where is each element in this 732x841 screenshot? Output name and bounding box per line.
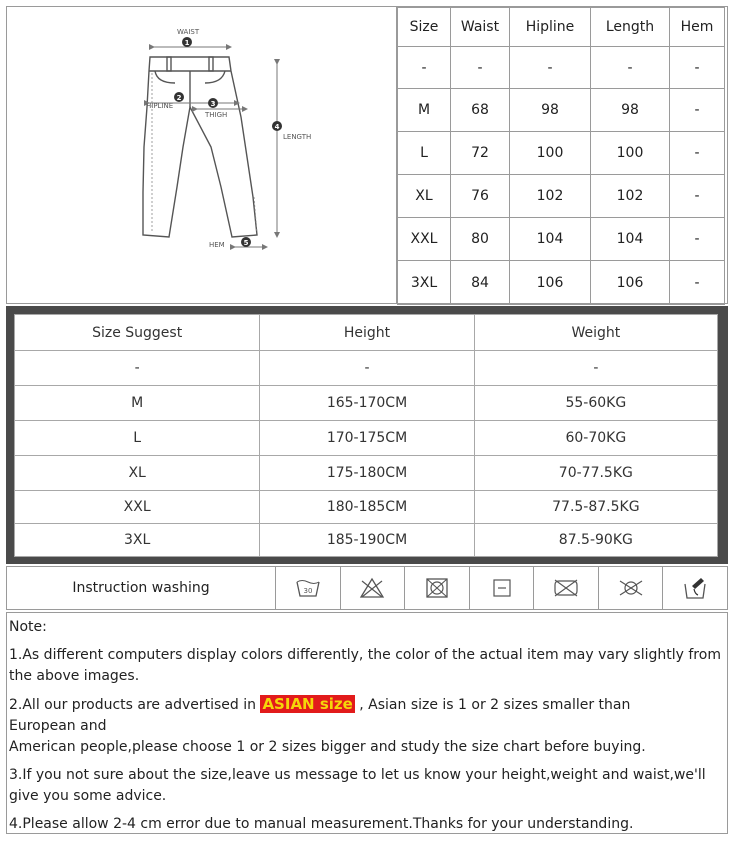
length-cell: -	[591, 47, 670, 89]
weight-cell: 70-77.5KG	[474, 456, 717, 491]
length-cell: 106	[591, 261, 670, 305]
length-cell: 104	[591, 218, 670, 261]
size-chart-section	[6, 6, 728, 304]
weight-header: Weight	[474, 315, 717, 351]
table-row	[15, 524, 718, 557]
notes-title: Note:	[9, 619, 47, 635]
length-cell: 98	[591, 89, 670, 132]
size-cell: L	[398, 132, 451, 175]
waist-cell: 84	[451, 261, 510, 305]
note-2-line-3: American people,please choose 1 or 2 sizes bigger and study the size chart before buying.	[9, 739, 646, 755]
pants-outline	[143, 57, 257, 237]
marker-5: 5	[243, 239, 249, 247]
thigh-label: THIGH	[205, 111, 228, 119]
height-cell: 175-180CM	[260, 456, 474, 491]
marker-circles	[174, 37, 282, 247]
length-label: LENGTH	[283, 133, 312, 141]
marker-3: 3	[210, 100, 216, 108]
table-row	[15, 456, 718, 491]
size-cell: L	[15, 421, 260, 456]
hipline-cell: 102	[510, 175, 591, 218]
hipline-cell: 104	[510, 218, 591, 261]
hem-cell: -	[670, 218, 725, 261]
hipline-cell: 98	[510, 89, 591, 132]
note-2-line-2: European and	[9, 718, 107, 734]
washing-instructions-bar	[6, 566, 728, 610]
weight-cell: 55-60KG	[474, 386, 717, 421]
table-row	[398, 47, 725, 89]
size-cell: XL	[15, 456, 260, 491]
marker-1: 1	[184, 39, 190, 47]
length-cell: 102	[591, 175, 670, 218]
hem-cell: -	[670, 47, 725, 89]
hem-cell: -	[670, 132, 725, 175]
waist-cell: 76	[451, 175, 510, 218]
waist-label: WAIST	[177, 28, 200, 36]
hem-header: Hem	[670, 8, 725, 47]
size-cell: -	[398, 47, 451, 89]
size-cell: 3XL	[15, 524, 260, 557]
table-row	[398, 89, 725, 132]
waist-cell: 68	[451, 89, 510, 132]
size-header: Size	[398, 8, 451, 47]
hem-cell: -	[670, 175, 725, 218]
do-not-bleach-icon	[341, 567, 406, 609]
length-cell: 100	[591, 132, 670, 175]
hand-wash-30-icon	[276, 567, 341, 609]
hipline-cell: -	[510, 47, 591, 89]
table-row	[15, 351, 718, 386]
hem-cell: -	[670, 89, 725, 132]
waist-cell: 80	[451, 218, 510, 261]
note-1: 1.As different computers display colors differently, the color of the actual item may vary slightly from the above images.	[9, 647, 721, 684]
do-not-dry-clean-icon	[599, 567, 664, 609]
height-cell: -	[260, 351, 474, 386]
hipline-cell: 100	[510, 132, 591, 175]
waist-cell: 72	[451, 132, 510, 175]
hipline-header: Hipline	[510, 8, 591, 47]
suggest-header-row	[15, 315, 718, 351]
height-cell: 170-175CM	[260, 421, 474, 456]
size-cell: 3XL	[398, 261, 451, 305]
height-header: Height	[260, 315, 474, 351]
hipline-label: HIPLINE	[146, 102, 174, 110]
notes-section	[6, 612, 728, 834]
do-not-tumble-dry-icon	[405, 567, 470, 609]
size-cell: XL	[398, 175, 451, 218]
length-header: Length	[591, 8, 670, 47]
iron-icon	[663, 567, 727, 609]
do-not-wring-icon	[534, 567, 599, 609]
note-2-text-after: , Asian size is 1 or 2 sizes smaller than	[354, 697, 631, 713]
marker-2: 2	[176, 94, 182, 102]
table-row	[398, 132, 725, 175]
marker-4: 4	[274, 123, 280, 131]
note-2	[9, 694, 725, 716]
table-row	[15, 421, 718, 456]
washing-label: Instruction washing	[7, 567, 276, 609]
waist-cell: -	[451, 47, 510, 89]
size-cell: XXL	[15, 491, 260, 524]
waist-header: Waist	[451, 8, 510, 47]
note-3: 3.If you not sure about the size,leave us message to let us know your height,weight and waist,we'll give you some advice.	[9, 767, 706, 804]
table-row	[398, 261, 725, 305]
svg-text:30: 30	[303, 587, 313, 595]
table-row	[398, 218, 725, 261]
table-row	[15, 491, 718, 524]
weight-cell: -	[474, 351, 717, 386]
hipline-cell: 106	[510, 261, 591, 305]
height-cell: 185-190CM	[260, 524, 474, 557]
note-4: 4.Please allow 2-4 cm error due to manual measurement.Thanks for your understanding.	[9, 816, 634, 832]
height-cell: 180-185CM	[260, 491, 474, 524]
dry-flat-icon	[470, 567, 535, 609]
hem-cell: -	[670, 261, 725, 305]
weight-cell: 77.5-87.5KG	[474, 491, 717, 524]
size-table	[397, 7, 725, 305]
pants-measurement-diagram	[7, 7, 397, 303]
size-cell: M	[15, 386, 260, 421]
size-table-header-row	[398, 8, 725, 47]
size-cell: XXL	[398, 218, 451, 261]
height-cell: 165-170CM	[260, 386, 474, 421]
size-suggest-table	[14, 314, 718, 557]
weight-cell: 87.5-90KG	[474, 524, 717, 557]
table-row	[15, 386, 718, 421]
asian-size-highlight: ASIAN size	[262, 695, 353, 713]
note-2-text: 2.All our products are advertised in	[9, 697, 261, 713]
table-row	[398, 175, 725, 218]
size-suggest-header: Size Suggest	[15, 315, 260, 351]
size-cell: M	[398, 89, 451, 132]
hem-label: HEM	[209, 241, 225, 249]
pants-illustration	[7, 7, 395, 303]
weight-cell: 60-70KG	[474, 421, 717, 456]
size-cell: -	[15, 351, 260, 386]
size-suggest-section	[6, 306, 728, 564]
